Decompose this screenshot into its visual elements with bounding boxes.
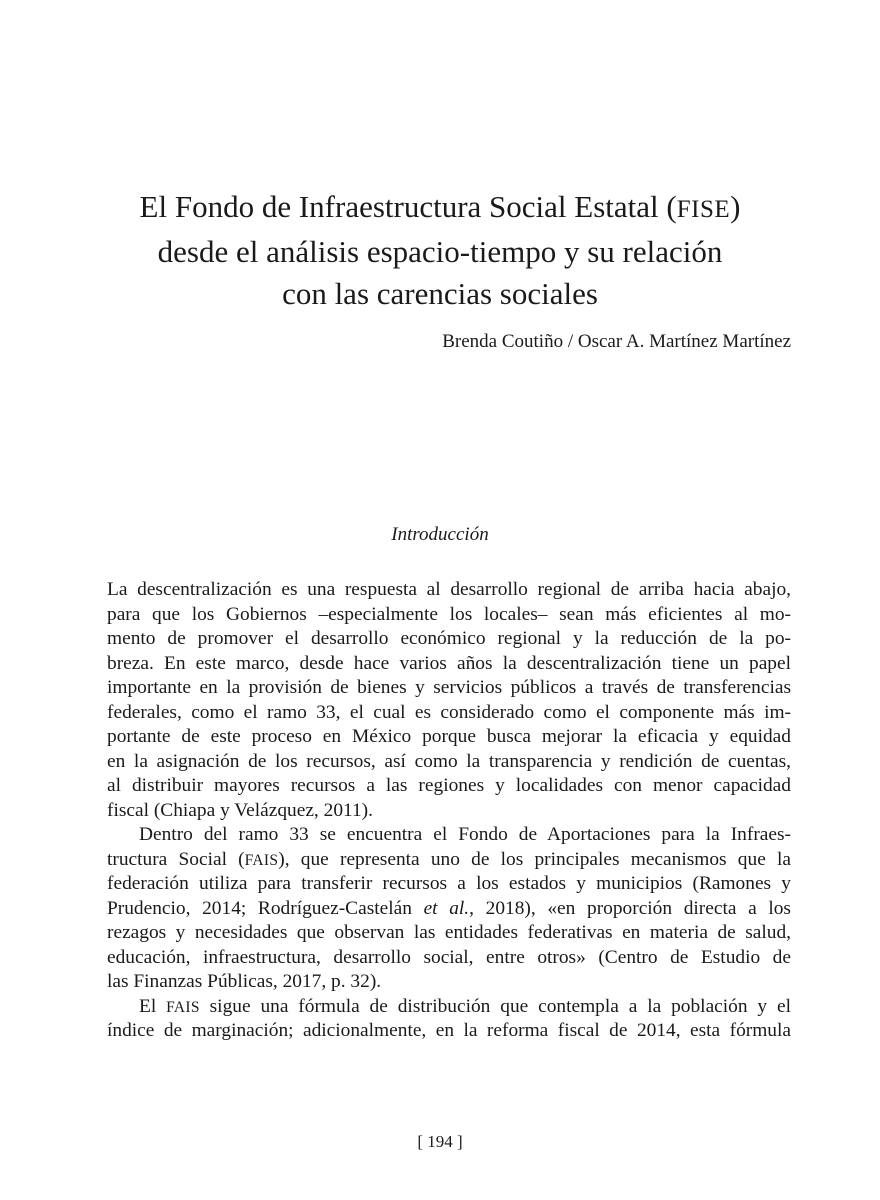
title-line-2: desde el análisis espacio-tiempo y su relación <box>157 234 723 269</box>
paragraph-1-line: breza. En este marco, desde hace varios años la descentralización tiene un papel <box>107 652 791 674</box>
paragraph-1-line: importante en la provisión de bienes y servicios públicos a través de transferencias <box>107 677 791 698</box>
paragraph-2-line: Dentro del ramo 33 se encuentra el Fondo de Aportaciones para la Infraes- <box>139 824 791 845</box>
paragraph-2-line: rezagos y necesidades que observan las entidades federativas en materia de salud, <box>107 922 791 943</box>
paragraph-2-line: federación utiliza para transferir recursos a los estados y municipios (Ramones y <box>107 873 791 894</box>
paragraph-3-line: El FAIS sigue una fórmula de distribución que contempla a la población y el <box>139 995 791 1017</box>
paragraph-1-line: portante de este proceso en México porque busca mejorar la eficacia y equidad <box>107 726 791 747</box>
paragraph-2-line: tructura Social (FAIS), que representa uno de los principales mecanismos que la <box>107 848 791 870</box>
title-abbreviation: FISE <box>676 196 731 223</box>
abbreviation: FAIS <box>166 998 200 1016</box>
abbreviation: FAIS <box>244 851 279 869</box>
paragraph-1-line: en la asignación de los recursos, así como la transparencia y rendición de cuentas, <box>107 750 791 772</box>
paragraph-1-line: fiscal (Chiapa y Velázquez, 2011). <box>107 799 373 821</box>
page-number: [ 194 ] <box>417 1132 463 1151</box>
paragraph-1-line: al distribuir mayores recursos a las regiones y localidades con menor capacidad <box>107 775 791 796</box>
italic-term: et al. <box>423 897 470 919</box>
paragraph-2-line: Prudencio, 2014; Rodríguez-Castelán et al., 2018), «en proporción directa a los <box>107 897 791 919</box>
paragraph-2-line: educación, infraestructura, desarrollo social, entre otros» (Centro de Estudio de <box>107 946 791 968</box>
paragraph-3-line: índice de marginación; adicionalmente, en la reforma fiscal de 2014, esta fórmula <box>107 1020 791 1041</box>
paragraph-1-line: La descentralización es una respuesta al desarrollo regional de arriba hacia abajo, <box>107 579 791 600</box>
chapter-title <box>90 186 790 315</box>
section-heading: Introducción <box>391 524 489 545</box>
title-line-1: El Fondo de Infraestructura Social Estatal (FISE) <box>139 189 741 224</box>
paragraph-2-line: las Finanzas Públicas, 2017, p. 32). <box>107 971 382 992</box>
paragraph-1-line: mento de promover el desarrollo económico regional y la reducción de la po- <box>107 628 791 649</box>
paragraph-1-line: para que los Gobiernos –especialmente los locales– sean más eficientes al mo- <box>107 603 791 625</box>
authors: Brenda Coutiño / Oscar A. Martínez Martínez <box>442 331 791 352</box>
body-text <box>107 578 791 1044</box>
title-line-3: con las carencias sociales <box>282 276 598 311</box>
paragraph-1-line: federales, como el ramo 33, el cual es considerado como el componente más im- <box>107 701 791 723</box>
